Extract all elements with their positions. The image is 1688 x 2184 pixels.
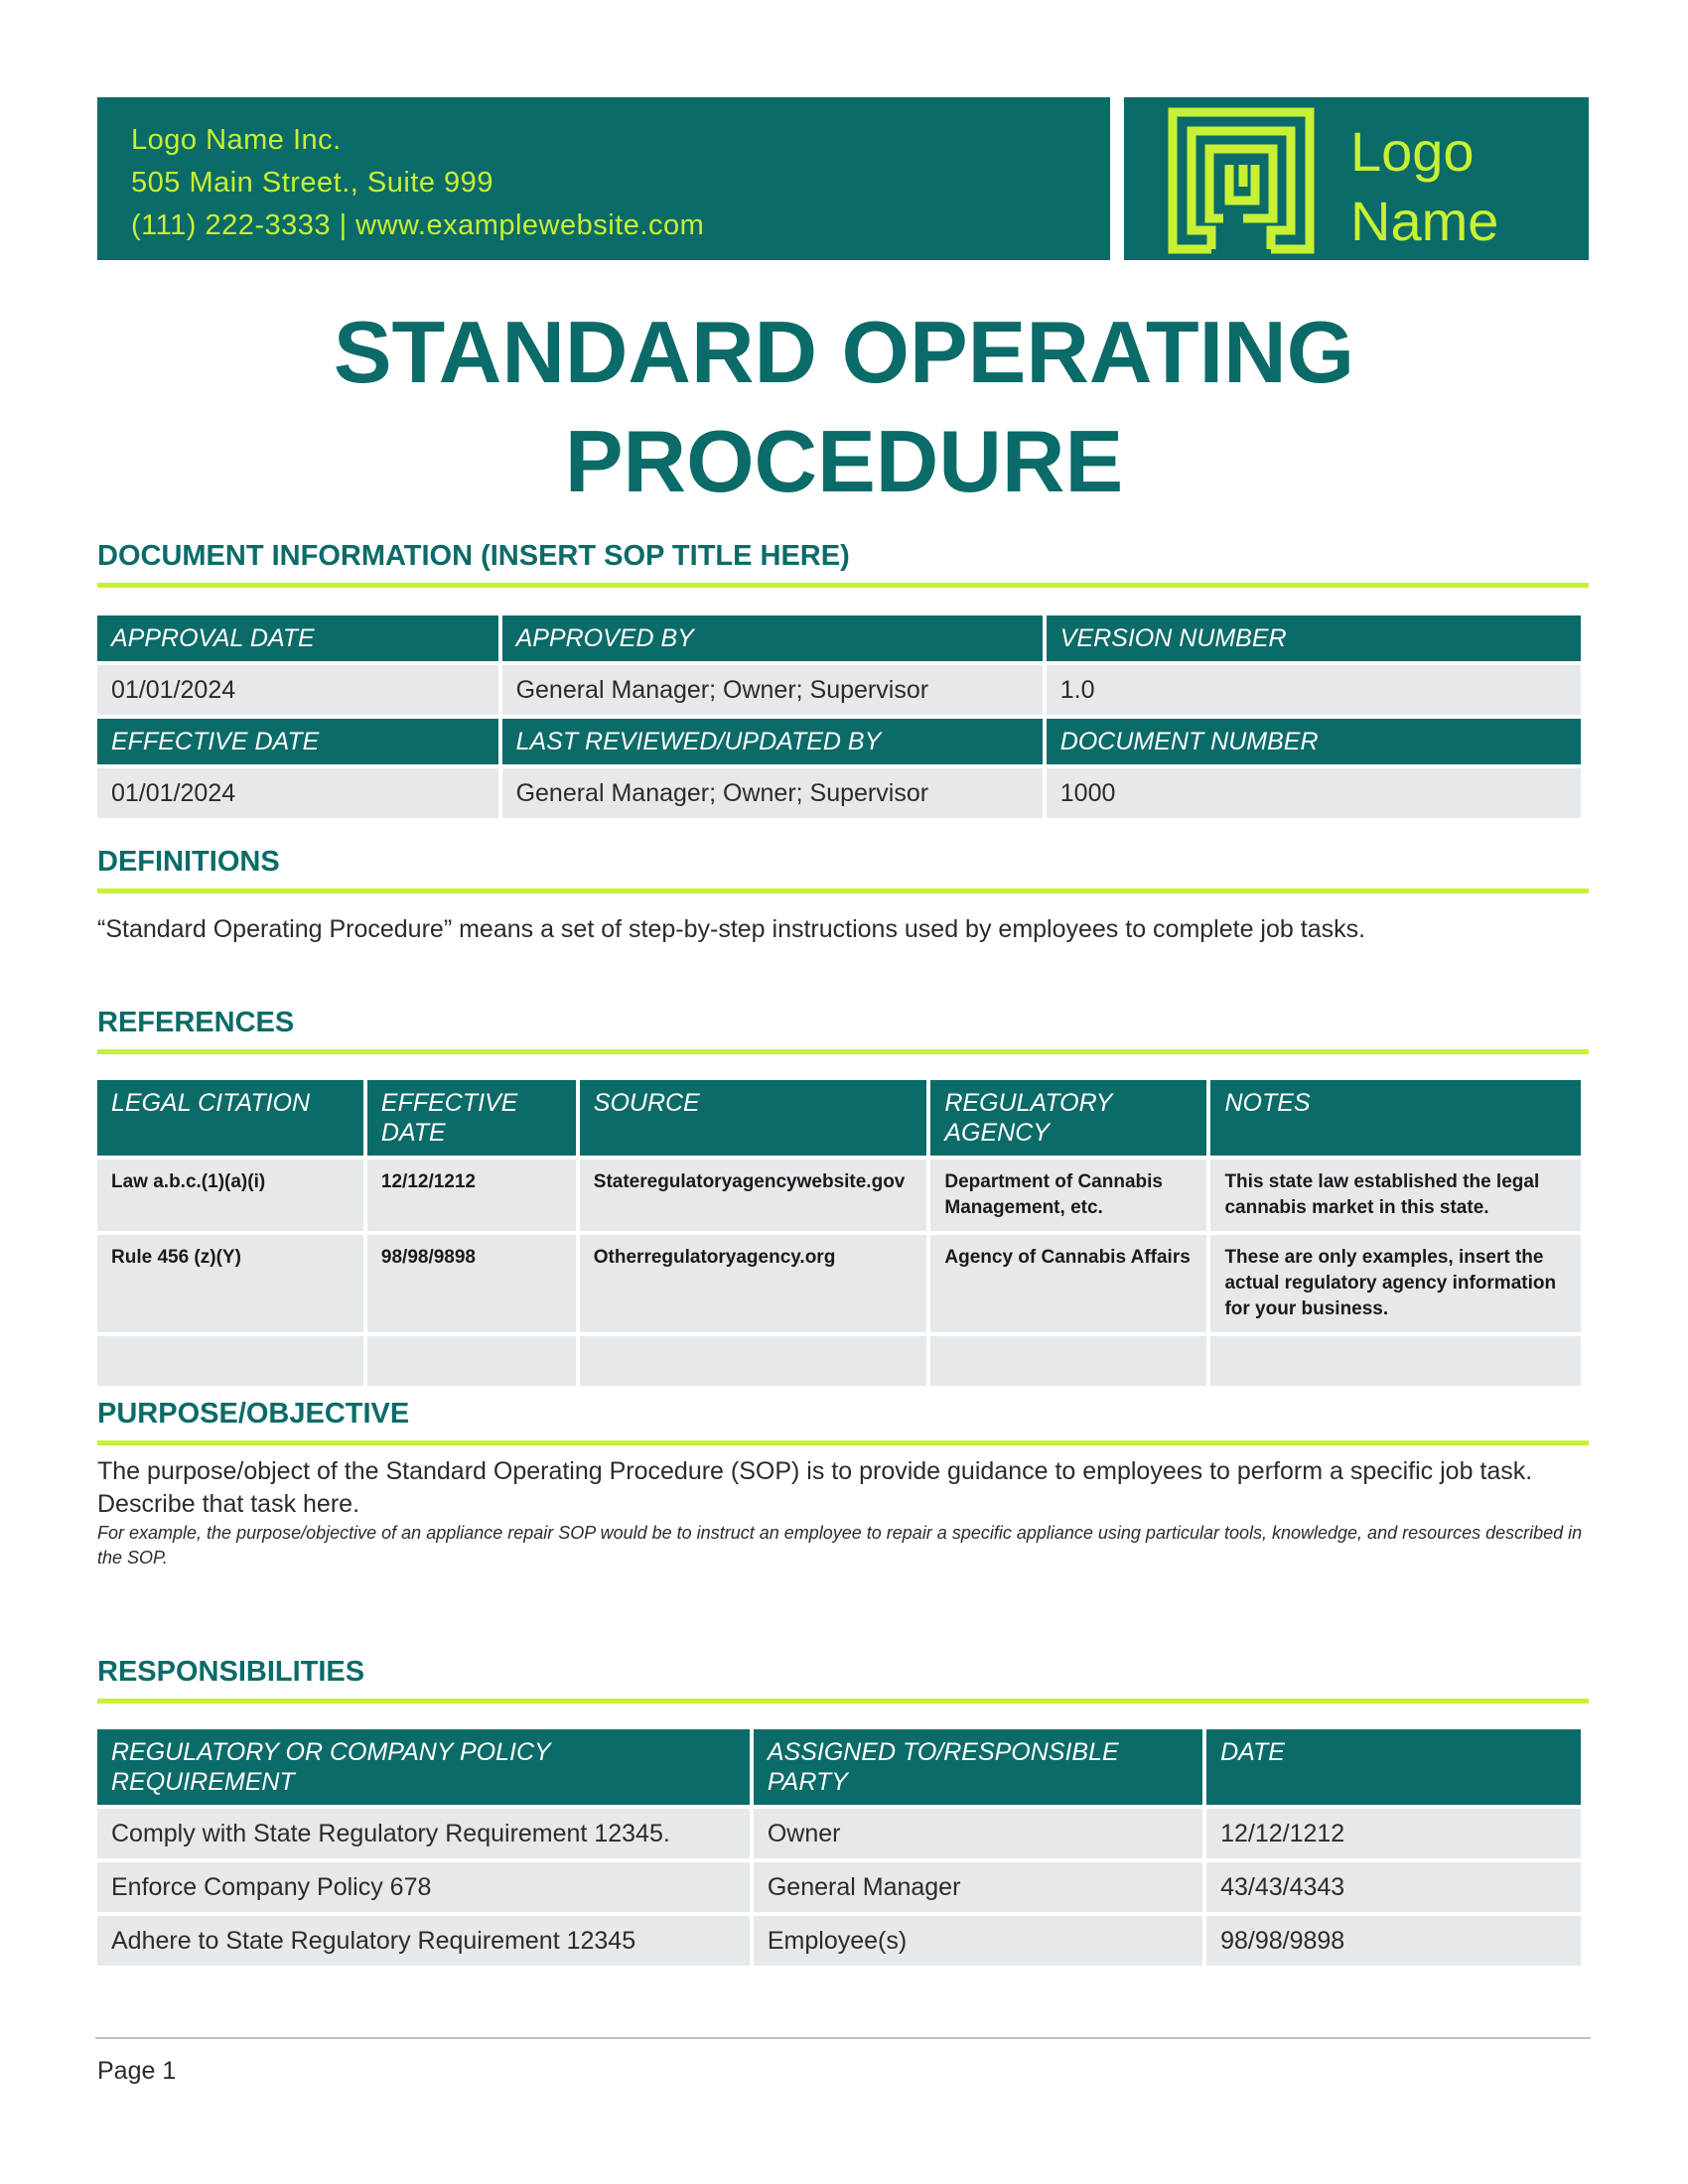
legal-citation-cell: Rule 456 (z)(Y) (97, 1235, 363, 1332)
table-row (97, 1235, 1581, 1332)
legal-citation-cell (97, 1336, 363, 1386)
notes-cell: These are only examples, insert the actual regulatory agency information for your business. (1210, 1235, 1581, 1332)
requirement-cell: Enforce Company Policy 678 (97, 1862, 750, 1912)
effective-date-value: 01/01/2024 (97, 768, 498, 818)
table-header-row (97, 615, 1581, 661)
purpose-example: For example, the purpose/objective of an appliance repair SOP would be to instruct an employee to repair a specific appliance using particular tools, knowledge, and resources described in the SOP. (97, 1523, 1583, 1568)
table-header-row (97, 1080, 1581, 1156)
header-version-number: VERSION NUMBER (1047, 615, 1581, 661)
title-line-1: STANDARD OPERATING (333, 303, 1355, 401)
date-cell: 12/12/1212 (1206, 1809, 1581, 1858)
header-requirement: REGULATORY OR COMPANY POLICY REQUIREMENT (97, 1729, 750, 1805)
requirement-cell: Comply with State Regulatory Requirement 12345. (97, 1809, 750, 1858)
notes-cell (1210, 1336, 1581, 1386)
responsible-party-cell: Owner (754, 1809, 1202, 1858)
approval-date-value: 01/01/2024 (97, 665, 498, 715)
effective-date-cell (367, 1336, 576, 1386)
header-regulatory-agency: REGULATORY AGENCY (930, 1080, 1206, 1156)
table-row (97, 1160, 1581, 1231)
header-legal-citation: LEGAL CITATION (97, 1080, 363, 1156)
legal-citation-cell: Law a.b.c.(1)(a)(i) (97, 1160, 363, 1231)
header-responsible-party: ASSIGNED TO/RESPONSIBLE PARTY (754, 1729, 1202, 1805)
table-header-row (97, 719, 1581, 764)
empty-table-row (97, 1336, 1581, 1386)
logo-banner (1124, 97, 1589, 260)
title-line-2: PROCEDURE (564, 412, 1124, 510)
header-approved-by: APPROVED BY (502, 615, 1043, 661)
references-table (93, 1076, 1585, 1390)
document-info-heading: DOCUMENT INFORMATION (INSERT SOP TITLE HERE) (97, 540, 1589, 588)
header-effective-date: EFFECTIVE DATE (367, 1080, 576, 1156)
responsibilities-heading: RESPONSIBILITIES (97, 1656, 1589, 1704)
table-row (97, 768, 1581, 818)
references-heading: REFERENCES (97, 1007, 1589, 1054)
header-effective-date: EFFECTIVE DATE (97, 719, 498, 764)
date-cell: 98/98/9898 (1206, 1916, 1581, 1966)
footer-divider (95, 2037, 1591, 2039)
effective-date-cell: 12/12/1212 (367, 1160, 576, 1231)
responsibilities-table (93, 1725, 1585, 1970)
approved-by-value: General Manager; Owner; Supervisor (502, 665, 1043, 715)
regulatory-agency-cell: Department of Cannabis Management, etc. (930, 1160, 1206, 1231)
page-title (0, 298, 1688, 516)
document-number-value: 1000 (1047, 768, 1581, 818)
logo-line-1: Logo (1350, 120, 1475, 183)
logo-line-2: Name (1350, 190, 1499, 252)
logo-wordmark (1350, 117, 1498, 256)
company-name: Logo Name Inc. (131, 124, 342, 156)
regulatory-agency-cell: Agency of Cannabis Affairs (930, 1235, 1206, 1332)
last-reviewed-by-value: General Manager; Owner; Supervisor (502, 768, 1043, 818)
responsible-party-cell: General Manager (754, 1862, 1202, 1912)
requirement-cell: Adhere to State Regulatory Requirement 12345 (97, 1916, 750, 1966)
notes-cell: This state law established the legal cannabis market in this state. (1210, 1160, 1581, 1231)
table-row (97, 1809, 1581, 1858)
company-contact: (111) 222-3333 | www.examplewebsite.com (131, 209, 705, 241)
document-info-table (93, 612, 1585, 822)
header-document-number: DOCUMENT NUMBER (1047, 719, 1581, 764)
purpose-text: The purpose/object of the Standard Operating Procedure (SOP) is to provide guidance to employees to perform a specific job task. Describe that task here. (97, 1457, 1533, 1518)
definitions-text: “Standard Operating Procedure” means a set of step-by-step instructions used by employees to complete job tasks. (97, 915, 1366, 943)
source-cell: Otherregulatoryagency.org (580, 1235, 927, 1332)
regulatory-agency-cell (930, 1336, 1206, 1386)
responsible-party-cell: Employee(s) (754, 1916, 1202, 1966)
table-row (97, 1862, 1581, 1912)
header-last-reviewed-by: LAST REVIEWED/UPDATED BY (502, 719, 1043, 764)
source-cell (580, 1336, 927, 1386)
definitions-heading: DEFINITIONS (97, 846, 1589, 893)
effective-date-cell: 98/98/9898 (367, 1235, 576, 1332)
company-address: 505 Main Street., Suite 999 (131, 167, 493, 199)
company-info-banner (97, 97, 1110, 260)
header-notes: NOTES (1210, 1080, 1581, 1156)
table-row (97, 1916, 1581, 1966)
purpose-heading: PURPOSE/OBJECTIVE (97, 1398, 1589, 1445)
header-date: DATE (1206, 1729, 1581, 1805)
source-cell: Stateregulatoryagencywebsite.gov (580, 1160, 927, 1231)
version-number-value: 1.0 (1047, 665, 1581, 715)
maze-logo-icon (1168, 107, 1315, 254)
header-source: SOURCE (580, 1080, 927, 1156)
table-header-row (97, 1729, 1581, 1805)
table-row (97, 665, 1581, 715)
date-cell: 43/43/4343 (1206, 1862, 1581, 1912)
page-number: Page 1 (97, 2057, 177, 2085)
header-approval-date: APPROVAL DATE (97, 615, 498, 661)
